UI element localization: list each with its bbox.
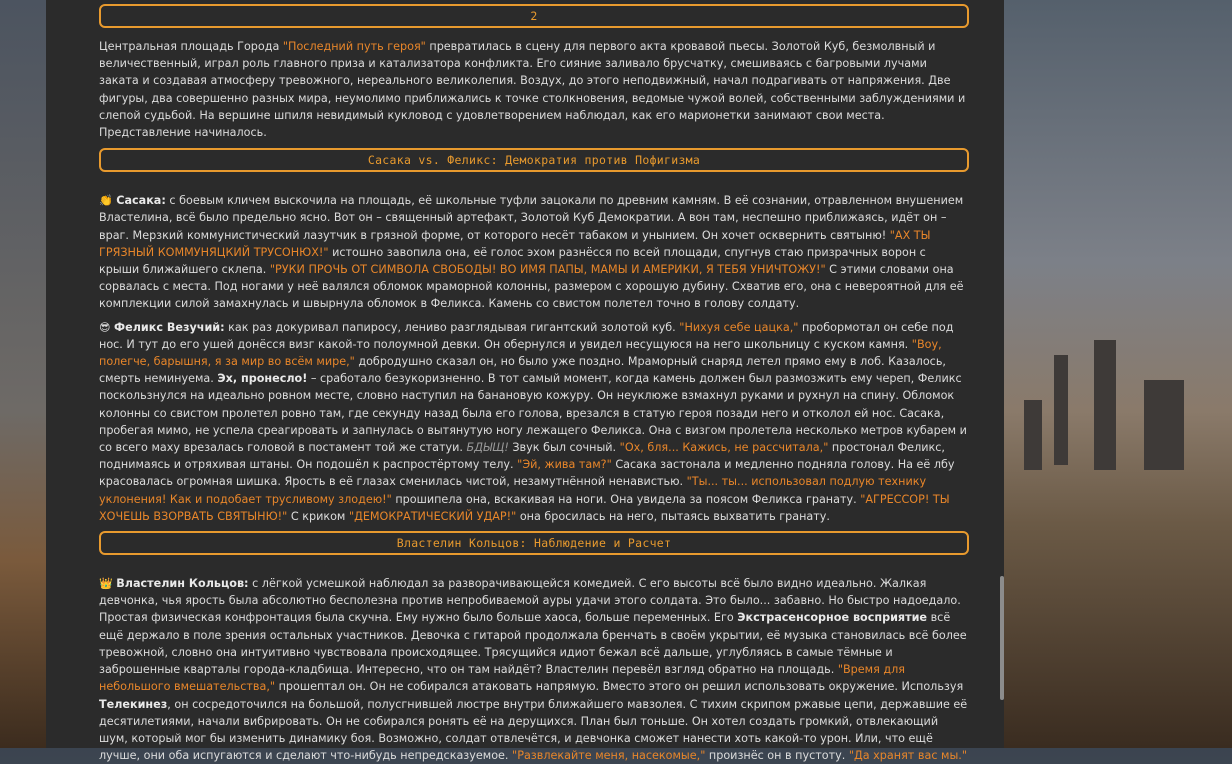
intro-paragraph: Центральная площадь Города "Последний путь героя" превратилась в сцену для первого акта кровавой пьесы. Золотой Куб, безмолвный и величественный, играл роль главного приза и катализатора конфликта. Его сияние заливало брусчатку, смешиваясь с багровыми лучами заката и создавая атмосферу тревожного, нереального великолепия. Воздух, до этого неподвижный, начал подрагивать от напряжения. Две фигуры, два совершенно разных мира, неумолимо приближались к точке столкновения, ведомые чужой волей, собственными заблуждениями и слепой судьбой. На вершине шпиля невидимый кукловод с удовлетворением наблюдал, как его марионетки занимают свои места. Представление начиналось. [99,40,966,140]
lord-paragraph: 👑 Властелин Кольцов: с лёгкой усмешкой наблюдал за разворачивающейся комедией. С его высоты всё было видно идеально. Жалкая девчонка, чья ярость была абсолютно бесполезна против непробиваемой ауры удачи этого солдата. Это было... забавно. Но быстро надоедало. Простая физическая конфронтация была скучна. Ему нужно было больше хаоса, больше переменных. Его Экстрасенсорное восприятие всё ещё держало в поле зрения остальных участников. Девочка с гитарой продолжала бренчать в своём укрытии, её музыка становилась всё более тревожной, словно она интуитивно чувствовала происходящее. Трясущийся идиот бежал всё дальше, углубляясь в самые тёмные и заброшенные кварталы города-кладбища. Интересно, что он там найдёт? Властелин перевёл взгляд обратно на площадь. "Время для небольшого вмешательства," прошептал он. Он не собирался атаковать напрямую. Вместо этого он решил использовать окружение. Используя Телекинез, он сосредоточился на большой, полусгнившей люстре внутри ближайшего мавзолея. С тихим скрипом ржавые цепи, державшие её десятилетиями, начали вибрировать. Он не собирался ронять её на дерущихся. План был тоньше. Он хотел создать громкий, отвлекающий шум, который мог бы изменить динамику боя. Возможно, солдат отвлечётся, и девчонка сможет нанести хоть какой-то урон. Или, что ещё лучше, они оба испугаются и сделают что-нибудь непредсказуемое. "Развлекайте меня, насекомые," произнёс он в пустоту. "Да хранят вас мы." [99,577,968,763]
message-content [99,4,969,764]
ruin-pillar [1024,400,1042,470]
character-name: Властелин Кольцов: [116,577,249,591]
felix-paragraph: 😎 Феликс Везучий: как раз докуривал папиросу, лениво разглядывая гигантский золотой куб. "Нихуя себе цацка," пробормотал он себе под нос. И тут до его ушей донёсся визг какой-то полоумной девки. Он обернулся и увидел несущуюся на него школьницу с куском камня. "Воу, полегче, барышня, я за мир во всём мире," добродушно сказал он, но было уже поздно. Мраморный снаряд летел прямо ему в лоб. Казалось, смерть неминуема. Эх, пронесло! – сработало безукоризненно. В тот самый момент, когда камень должен был размозжить ему череп, Феликс поскользнулся на идеально ровном месте, словно наступил на банановую кожуру. Он неуклюже взмахнул руками и рухнул на спину. Обломок колонны со свистом пролетел ровно там, где секунду назад была его голова, врезался в статую героя позади него и отколол ей нос. Сасака, пробегая мимо, не успела среагировать и запнулась о вытянутую ногу лежащего Феликса. Она с визгом пролетела несколько метров кубарем и со всего маху врезалась головой в постамент той же статуи. БДЫЩ! Звук был сочный. "Ох, бля... Кажись, не рассчитала," простонал Феликс, поднимаясь и отряхивая штаны. Он подошёл к распростёртому телу. "Эй, жива там?" Сасака застонала и медленно подняла голову. На её лбу красовалась огромная шишка. Ярость в её глазах сменилась чистой, незамутнённой ненавистью. "Ты... ты... использовал подлую технику уклонения! Как и подобает трусливому злодею!" прошипела она, вскакивая на ноги. Она увидела за поясом Феликса гранату. "АГРЕССОР! ТЫ ХОЧЕШЬ ВЗОРВАТЬ СВЯТЫНЮ!" С криком "ДЕМОКРАТИЧЕСКИЙ УДАР!" она бросилась на него, пытаясь выхватить гранату. [99,320,967,523]
character-name: Сасака: [116,194,166,208]
background-right [1004,0,1232,748]
section-title: Сасака vs. Феликс: Демократия против Пофигизма [367,153,701,168]
crown-icon: 👑 [99,577,113,591]
section-title-box [99,148,969,172]
background-left [0,0,46,748]
ruin-tower [1094,340,1116,470]
page-number: 2 [530,9,538,23]
ruin-block [1144,380,1184,470]
clap-icon: 👏 [99,194,113,208]
ruin-spire [1054,355,1068,465]
section-title: Властелин Кольцов: Наблюдение и Расчет [396,536,672,551]
chat-panel [46,0,1004,763]
scrollbar-thumb[interactable] [1000,576,1004,700]
character-name: Феликс Везучий: [114,320,225,334]
section-title-box [99,531,969,555]
sunglasses-face-icon: 😎 [99,320,111,334]
page-number-box [99,4,969,28]
sasaka-paragraph: 👏 Сасака: с боевым кличем выскочила на площадь, её школьные туфли зацокали по древним камням. В её сознании, отравленном внушением Властелина, всё было предельно ясно. Вот он – священный артефакт, Золотой Куб Демократии. А вон там, неспешно приближаясь, идёт он – враг. Мерзкий коммунистический лазутчик в грязной форме, от которого несёт табаком и унынием. Он хочет осквернить святыню! "АХ ТЫ ГРЯЗНЫЙ КОММУНЯЦКИЙ ТРУСОНЮХ!" истошно завопила она, её голос эхом разнёсся по всей площади, спугнув стаю призрачных ворон с крыши ближайшего склепа. "РУКИ ПРОЧЬ ОТ СИМВОЛА СВОБОДЫ! ВО ИМЯ ПАПЫ, МАМЫ И АМЕРИКИ, Я ТЕБЯ УНИЧТОЖУ!" С этими словами она сорвалась с места. Под ногами у неё валялся обломок мраморной колонны, размером с хорошую дубину. Схватив его, она с невероятной для её комплекции силой замахнулась и швырнула обломок в Феликса. Камень со свистом полетел точно в голову солдату. [99,194,964,311]
